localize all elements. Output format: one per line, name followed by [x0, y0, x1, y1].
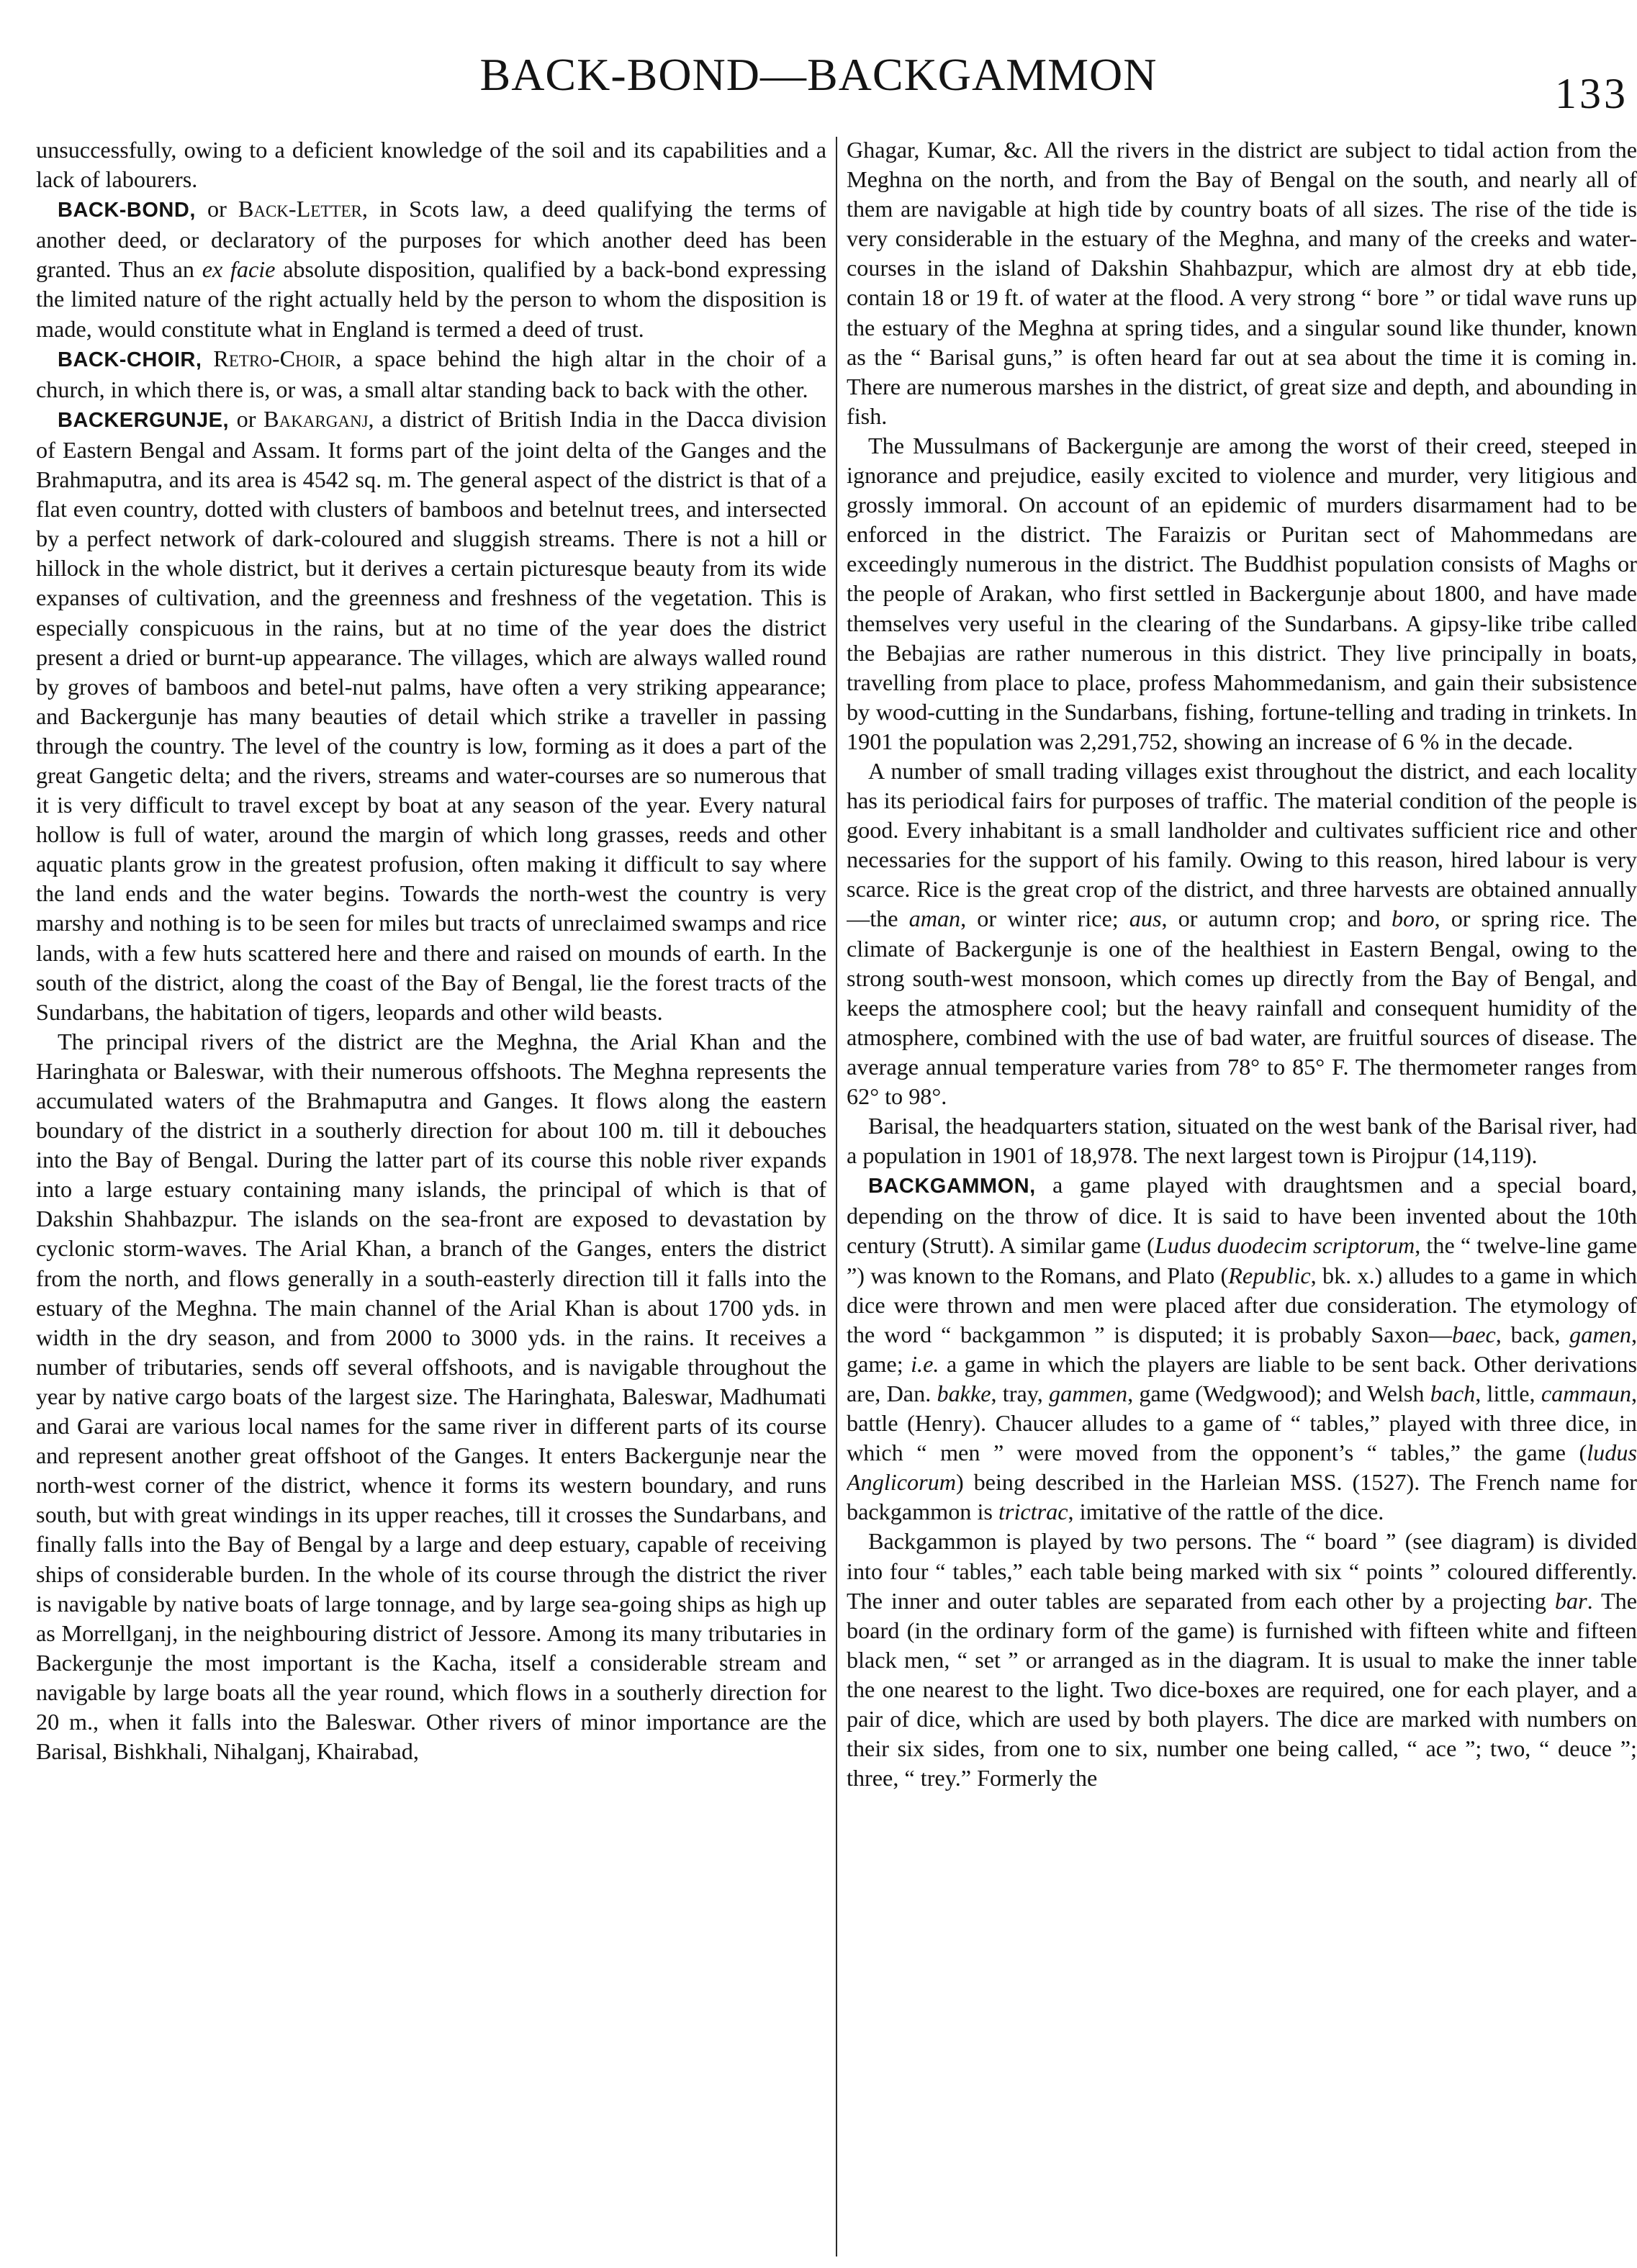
paragraph-text: unsuccessfully, owing to a deficient knowledge of the soil and its capabilities and a lack of labourers.: [36, 137, 826, 193]
text-run: , game;: [847, 1321, 1637, 1377]
text-run: , battle (Henry). Chaucer alludes to a game of “ tables,” played with three dice, in which “ men ” were moved from the opponent’s “ tables,” the game (: [847, 1380, 1637, 1466]
alternate-name: Back-Letter: [238, 196, 362, 222]
italic-term: bar: [1554, 1587, 1587, 1614]
text-run: a game played with draughtsmen and a special board, depending on the throw of dice. It is said to have been invented about the 10th century (Strutt). A similar game (: [847, 1172, 1637, 1259]
running-title: BACK-BOND—BACKGAMMON: [479, 49, 1158, 100]
text-run: a game in which the players are liable to be sent back. Other derivations are, Dan.: [847, 1350, 1637, 1406]
entry-backgammon: [847, 1170, 1637, 1527]
headword: BACK-CHOIR,: [58, 348, 202, 371]
headword: BACK-BOND,: [58, 199, 196, 222]
italic-term: baec: [1452, 1321, 1496, 1347]
text-run: , or spring rice. The climate of Backergunje is one of the healthiest in Eastern Bengal, owing to the strong south-west monsoon, which comes up directly from the Bay of Bengal, and keeps the atmosphere cool; but the heavy rainfall and consequent humidity of the atmosphere, combined with the use of bad water, are fruitful sources of disease. The average annual temperature varies from 78° to 85° F. The thermometer ranges from 62° to 98°.: [847, 905, 1637, 1109]
entry-backergunje: [36, 405, 826, 1027]
italic-term: bach: [1430, 1380, 1476, 1406]
text-run: , or autumn crop; and: [1161, 905, 1392, 932]
text-run: or: [229, 405, 264, 432]
paragraph-barisal: [847, 1111, 1637, 1170]
italic-term: aus: [1129, 905, 1162, 932]
text-run: A number of small trading villages exist throughout the district, and each locality has its periodical fairs for purposes of traffic. The material condition of the people is good. Every inhabitant is a small landholder and cultivates sufficient rice and other necessaries for the support of his family. Owing to this reason, hired labour is very scarce. Rice is the great crop of the district, and three harvests are obtained annually—the: [847, 757, 1637, 932]
entry-back-choir: [36, 344, 826, 405]
italic-term: ludus Anglicorum: [847, 1440, 1637, 1496]
right-column: [847, 135, 1637, 2259]
paragraph-how-played: [847, 1527, 1637, 1793]
column-divider: [836, 137, 837, 2256]
text-run: , a space behind the high altar in the choir of a church, in which there is, or was, a small altar standing back to back with the other.: [36, 345, 826, 402]
page-number: 133: [1555, 70, 1628, 117]
paragraph-rivers-continued: [847, 135, 1637, 431]
paragraph-text: Barisal, the headquarters station, situated on the west bank of the Barisal river, had a population in 1901 of 18,978. The next largest town is Pirojpur (14,119).: [847, 1113, 1637, 1169]
paragraph-rivers: [36, 1027, 826, 1766]
text-run: or: [195, 196, 238, 222]
alternate-name: Bakarganj: [263, 405, 369, 432]
alternate-name: Retro-Choir: [213, 345, 336, 371]
headword: BACKGAMMON,: [868, 1175, 1036, 1198]
italic-term: trictrac: [998, 1499, 1068, 1525]
italic-term: aman: [908, 905, 961, 932]
entry-back-bond: [36, 194, 826, 343]
text-run: , tray,: [991, 1380, 1050, 1406]
paragraph-continuation: [36, 135, 826, 194]
headword: BACKERGUNJE,: [58, 408, 230, 432]
text-run: [202, 345, 213, 371]
text-run: , little,: [1475, 1380, 1541, 1406]
italic-term: bakke: [937, 1380, 991, 1406]
italic-term: Republic: [1228, 1262, 1311, 1288]
text-run: , a district of British India in the Dacca division of Eastern Bengal and Assam. It forms part of the joint delta of the Ganges and the Brahmaputra, and its area is 4542 sq. m. The general aspect of the district is that of a flat even country, dotted with clusters of bamboos and betelnut trees, and intersected by a perfect network of dark-coloured and sluggish streams. There is not a hill or hillock in the whole district, but it derives a certain picturesque beauty from its wide expanses of cultivation, and the greenness and freshness of the vegetation. This is especially conspicuous in the rains, but at no time of the year does the district present a dried or burnt-up appearance. The villages, which are always walled round by groves of bamboos and betel-nut palms, have often a very striking appearance; and Backergunje has many beauties of detail which strike a traveller in passing through the country. The level of the country is low, forming as it does a part of the great Gangetic delta; and the rivers, streams and water-courses are so numerous that it is very difficult to travel except by boat at any season of the year. Every natural hollow is full of water, around the margin of which long grasses, reeds and other aquatic plants grow in the greatest profusion, often making it difficult to say where the land ends and the water begins. Towards the north-west the country is very marshy and nothing is to be seen for miles but tracts of unreclaimed swamps and rice lands, with a few huts scattered here and there and raised on mounds of earth. In the south of the district, along the coast of the Bay of Bengal, lie the forest tracts of the Sundarbans, the habitation of tigers, leopards and other wild beasts.: [36, 405, 826, 1025]
text-run: , the “ twelve-line game ”) was known to the Romans, and Plato (: [847, 1232, 1637, 1288]
paragraph-text: Ghagar, Kumar, &c. All the rivers in the district are subject to tidal action from the Meghna on the north, and from the Bay of Bengal on the south, and nearly all of them are navigable at high tide by country boats of all sizes. The rise of the tide is very considerable in the estuary of the Meghna, and many of the creeks and water-courses in the island of Dakshin Shahbazpur, which are almost dry at ebb tide, contain 18 or 19 ft. of water at the flood. A very strong “ bore ” or tidal wave runs up the estuary of the Meghna at spring tides, and a singular sound like thunder, known as the “ Barisal guns,” is often heard far out at sea about the time it is coming in. There are numerous marshes in the district, of great size and depth, and abounding in fish.: [847, 137, 1637, 429]
italic-term: cammaun: [1541, 1380, 1631, 1406]
text-run: , bk. x.) alludes to a game in which dice were thrown and men were placed after due consideration. The etymology of the word “ backgammon ” is disputed; it is probably Saxon—: [847, 1262, 1637, 1347]
text-run: , or winter rice;: [960, 905, 1129, 932]
text-run: , game (Wedgwood); and Welsh: [1127, 1380, 1430, 1406]
text-run: , back,: [1495, 1321, 1570, 1347]
text-run: , in Scots law, a deed qualifying the terms of another deed, or declaratory of the purposes for which another deed has been granted. Thus an: [36, 196, 826, 283]
text-run: ) being described in the Harleian MSS. (1527). The French name for backgammon is: [847, 1469, 1637, 1525]
italic-term: boro: [1391, 905, 1435, 932]
italic-term: ex facie: [202, 256, 276, 283]
italic-term: Ludus duodecim scriptorum: [1154, 1232, 1415, 1259]
paragraph-mussulmans: [847, 431, 1637, 756]
italic-term: i.e.: [911, 1350, 939, 1377]
paragraph-text: The Mussulmans of Backergunje are among the worst of their creed, steeped in ignorance and prejudice, easily excited to violence and murder, very litigious and grossly immoral. On account of an epidemic of murders disarmament had to be enforced in the district. The Faraizis or Puritan sect of Mahommedans are exceedingly numerous in the district. The Buddhist population consists of Maghs or the people of Arakan, who first settled in Backergunje about 1800, and have made themselves very useful in the clearing of the Sundarbans. A gipsy-like tribe called the Bebajias are rather numerous in this district. They live principally in boats, travelling from place to place, profess Mahommedanism, and gain their subsistence by wood-cutting in the Sundarbans, fishing, fortune-telling and trading in trinkets. In 1901 the population was 2,291,752, showing an increase of 6 % in the decade.: [847, 432, 1637, 754]
left-column: [36, 135, 826, 2259]
italic-term: gamen: [1569, 1321, 1631, 1347]
text-run: , imitative of the rattle of the dice.: [1068, 1499, 1384, 1525]
paragraph-text: The principal rivers of the district are the Meghna, the Arial Khan and the Haringhata or Baleswar, with their numerous offshoots. The Meghna represents the accumulated waters of the Brahmaputra and Ganges. It flows along the eastern boundary of the district in a southerly direction for about 100 m. till it debouches into the Bay of Bengal. During the latter part of its course this noble river expands into a large estuary containing many islands, the principal of which is that of Dakshin Shahbazpur. The islands on the sea-front are exposed to devastation by cyclonic storm-waves. The Arial Khan, a branch of the Ganges, enters the district from the north, and flows generally in a south-easterly direction till it falls into the estuary of the Meghna. The main channel of the Arial Khan is about 1700 yds. in width in the dry season, and from 2000 to 3000 yds. in the rains. It receives a number of tributaries, sends off several offshoots, and is navigable throughout the year by native cargo boats of the largest size. The Haringhata, Baleswar, Madhumati and Garai are various local names for the same river in different parts of its course and represent another great offshoot of the Ganges. It enters Backergunje near the north-west corner of the district, whence it forms its western boundary, and runs south, but with great windings in its upper reaches, till it crosses the Sundarbans, and finally falls into the Bay of Bengal by a large and deep estuary, capable of receiving ships of considerable burden. In the whole of its course through the district the river is navigable by native boats of large tonnage, and by large sea-going ships as high up as Morrellganj, in the neighbouring district of Jessore. Among its many tributaries in Backergunje the most important is the Kacha, itself a considerable stream and navigable by large boats all the year round, which flows in a southerly direction for 20 m., when it falls into the Baleswar. Other rivers of minor importance are the Barisal, Bishkhali, Nihalganj, Khairabad,: [36, 1028, 826, 1765]
paragraph-trading: [847, 756, 1637, 1111]
text-run: absolute disposition, qualified by a back-bond expressing the limited nature of the right actually held by the person to whom the disposition is made, would constitute what in England is termed a deed of trust.: [36, 256, 826, 342]
text-run: . The board (in the ordinary form of the game) is furnished with fifteen white and fifteen black men, “ set ” or arranged as in the diagram. It is usual to make the inner table the one nearest to the light. Two dice-boxes are required, one for each player, and a pair of dice, which are used by both players. The dice are marked with numbers on their six sides, from one to six, number one being called, “ ace ”; two, “ deuce ”; three, “ trey.” Formerly the: [847, 1587, 1637, 1792]
italic-term: gammen: [1049, 1380, 1128, 1406]
text-run: Backgammon is played by two persons. The “ board ” (see diagram) is divided into four “ tables,” each table being marked with six “ points ” coloured differently. The inner and outer tables are separated from each other by a projecting: [847, 1528, 1637, 1614]
